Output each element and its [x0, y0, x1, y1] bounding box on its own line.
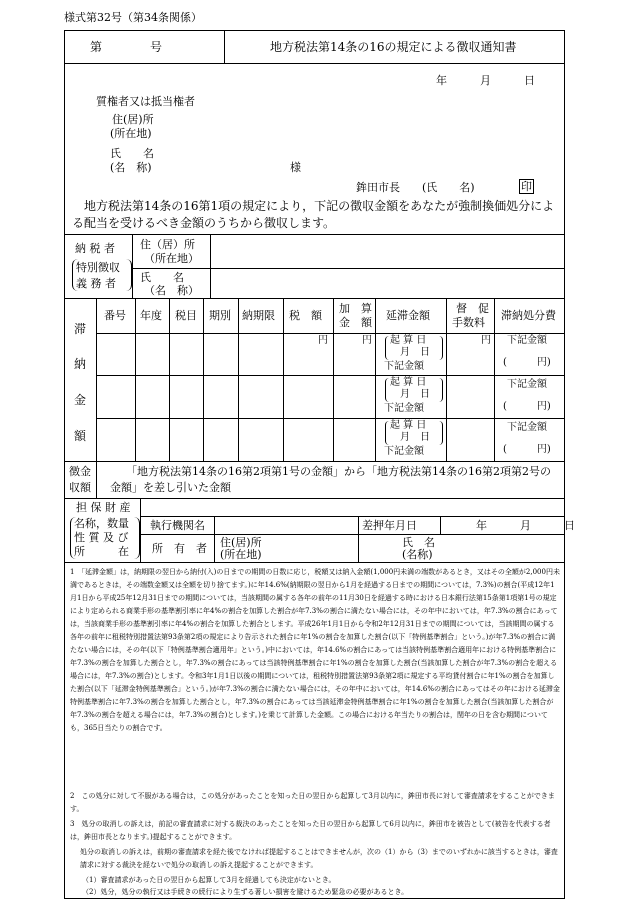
- issuer: 鉾田市長 (氏 名): [356, 181, 475, 194]
- divider: [224, 30, 225, 63]
- start-date-label: 起 算 日: [390, 335, 427, 346]
- note-2: 2 この処分に対して不服がある場合は，この処分があったことを知った日の翌日から起算して3月以内に，鉾田市長に対して審査請求をすることができます。: [70, 792, 555, 813]
- recipient-name-label: 氏 名: [110, 147, 154, 160]
- divider: [135, 298, 136, 461]
- col-header: 期別: [209, 309, 231, 322]
- collection-text2: 金額」を差し引いた金額: [110, 481, 231, 494]
- side-label-char: 金: [74, 393, 87, 407]
- notice-body: 地方税法第14条の16第1項の規定により，下記の徴収金額をあなたが強制換価処分による配当を受けるべき金額のうちから徴収します。: [72, 199, 555, 230]
- late-fee-note: 下記金額: [384, 446, 424, 457]
- divider: [210, 234, 211, 298]
- disposal-cost-note: 下記金額: [507, 379, 547, 390]
- col-header: 督 促: [456, 302, 489, 315]
- side-label-char: 納: [74, 357, 87, 371]
- col-header: 滞納処分費: [501, 309, 556, 322]
- collection-label2: 収額: [69, 481, 91, 494]
- unit-yen: 円: [481, 335, 491, 346]
- owner-address-label: 住(居)所: [220, 536, 262, 549]
- divider: [440, 516, 441, 534]
- form-id: 様式第32号（第34条関係）: [64, 11, 202, 24]
- recipient-address-sub: (所在地): [110, 127, 152, 140]
- collection-label: 徴金: [69, 465, 91, 478]
- taxpayer-name-sub: （名 称）: [144, 284, 199, 297]
- divider: [64, 562, 565, 563]
- taxpayer-name-label: 氏 名: [140, 271, 184, 284]
- special-collector-label: 特別徴収: [76, 261, 120, 274]
- note-3-detail: 処分の取消しの訴えは，前期の審査請求を経た後でなければ提起することはできませんが，次の（1）から（3）までのいずれかに該当するときは，審査請求に対する裁決を経ないで処分の取消しの訴え提起することができます。: [80, 848, 558, 869]
- start-date-label: 起 算 日: [390, 377, 427, 388]
- col-header: 年度: [140, 309, 162, 322]
- divider: [96, 461, 97, 498]
- taxpayer-address-label: 住（居）所: [140, 238, 195, 251]
- note-3-item2: （2）処分，処分の執行又は手続きの続行により生ずる著しい損害を避けるため緊急の必要があるとき。: [82, 888, 409, 896]
- seizure-date-label: 差押年月日: [362, 519, 417, 532]
- divider: [132, 234, 133, 298]
- collateral-desc-label2: 性 質 及 び: [74, 531, 129, 544]
- divider: [64, 298, 565, 299]
- collateral-title: 担 保 財 産: [76, 501, 131, 514]
- issue-date: 年 月 日: [436, 74, 535, 87]
- start-date-label: 起 算 日: [390, 420, 427, 431]
- divider: [283, 298, 284, 461]
- late-fee-note: 下記金額: [384, 361, 424, 372]
- divider: [140, 534, 565, 535]
- disposal-cost-amount: ( 円): [503, 444, 551, 455]
- owner-label: 所 有 者: [152, 542, 207, 555]
- col-header: 番号: [104, 309, 126, 322]
- notice-number: 第 号: [90, 40, 163, 54]
- collateral-desc-label: 名称，数量: [74, 517, 129, 530]
- col-header: 加 算: [339, 302, 372, 315]
- divider: [64, 461, 565, 462]
- taxpayer-address-sub: （所在地）: [144, 252, 199, 265]
- page-title: 地方税法第14条の16の規定による徴収通知書: [270, 40, 517, 54]
- month-day-label: 月 日: [400, 389, 430, 400]
- divider: [214, 516, 215, 562]
- recipient-role: 質権者又は抵当権者: [96, 95, 195, 108]
- collateral-desc-label3: 所 在: [74, 545, 129, 558]
- unit-yen: 円: [318, 335, 328, 346]
- owner-name-sub: (名称): [402, 548, 433, 561]
- divider: [238, 298, 239, 461]
- collection-text: 「地方税法第14条の16第2項第1号の金額」から「地方税法第14条の16第2項第2号の: [126, 465, 551, 478]
- note-1: 1 「延滞金額」は，納期限の翌日から納付(入)の日までの期間の日数に応じ，税額又は納入金額(1,000円未満の端数があるとき，又はその全額が2,000円未満であるときは，その端数金額又は全額を切り捨てます。)に年14.6%(納期限の翌日から1月を経過する日までの期間については，7.3%)の割合(平成12年1月1日から平成25年12月31日までの期間については，当該期間の属する各年の前年の11月30日を経過する時における日本銀行法第15条第1項第1号の規定により定められる商業手形の基準割引率に年4%の割合を加算した割合が年7.3%の割合に満たない場合には，その年中においては，年7.3%の割合にあっては，当該商業手形の基準割引率に年4%の割合を加算した割合とします。平成26年1月1日から令和2年12月31日までの期間については，当該期間の属する各年の前年に租税特別措置法第93条第2項の規定により告示された割合に年1%の割合を加算した割合(以下「特例基準割合」という。)が年7.3%の割合に満たない場合には，その年(以下「特例基準割合適用年」という。)中においては，年14.6%の割合にあっては当該特例基準割合適用年における特例基準割合に年7.3%の割合を加算した割合とし，年7.3%の割合にあっては当該特例基準割合に年1%の割合を加算した割合(当該加算した割合が年7.3%の割合を超える場合には，年7.3%の割合)とします。令和3年1月1日以後の期間については，租税特別措置法第93条第2項に規定する平均貸付割合に年1%の割合を加算した割合(以下「延滞金特例基準割合」という。)が年7.3%の割合に満たない場合には，その年中においては，年14.6%の割合にあってはその年における延滞金特例基準割合に年7.3%の割合を加算した割合とし，年7.3%の割合にあっては当該延滞金特例基準割合に年1%の割合を加算した割合(当該加算した割合が年7.3%の割合を超える場合には，年7.3%の割合)とします。)を乗じて計算した金額。この場合における年当たりの割合は，閏年の日を含む期間についても，365日当たりの割合です。: [70, 568, 560, 732]
- disposal-cost-amount: ( 円): [503, 401, 551, 412]
- divider: [446, 298, 447, 461]
- col-header: 税目: [175, 309, 197, 322]
- note-3: 3 処分の取消しの訴えは，前記の審査請求に対する裁決のあったことを知った日の翌日から起算して6月以内に，鉾田市を被告として(被告を代表する者は，鉾田市長となります。)提起することができます。: [70, 820, 551, 841]
- side-label-char: 滞: [74, 322, 87, 336]
- divider: [375, 298, 376, 461]
- divider: [203, 298, 204, 461]
- late-fee-note: 下記金額: [384, 403, 424, 414]
- divider: [64, 234, 565, 235]
- owner-name-label: 氏 名: [402, 536, 435, 549]
- agency-label: 執行機関名: [150, 519, 205, 532]
- col-header: 延滞金額: [386, 309, 430, 322]
- honorific: 様: [290, 161, 301, 174]
- divider: [132, 268, 565, 269]
- owner-address-sub: (所在地): [220, 548, 262, 561]
- taxpayer-label: 納 税 者: [75, 242, 115, 255]
- divider: [494, 298, 495, 461]
- divider: [169, 298, 170, 461]
- recipient-address-label: 住(居)所: [112, 113, 154, 126]
- divider: [333, 298, 334, 461]
- month-day-label: 月 日: [400, 432, 430, 443]
- note-3-item1: （1）審査請求があった日の翌日から起算して3月を経過しても決定がないとき。: [82, 876, 336, 884]
- unit-yen: 円: [362, 335, 372, 346]
- divider: [96, 298, 97, 461]
- col-header: 納期限: [242, 309, 275, 322]
- recipient-name-sub: (名 称): [110, 161, 152, 174]
- disposal-cost-amount: ( 円): [503, 357, 551, 368]
- disposal-cost-note: 下記金額: [507, 422, 547, 433]
- month-day-label: 月 日: [400, 347, 430, 358]
- seizure-date: 年 月 日: [476, 519, 575, 532]
- divider: [358, 516, 359, 562]
- divider: [140, 498, 141, 562]
- col-header: 税 額: [289, 309, 322, 322]
- side-label-char: 額: [74, 429, 87, 443]
- col-header: 金 額: [339, 316, 372, 329]
- divider: [140, 516, 565, 517]
- divider: [64, 63, 565, 64]
- col-header: 手数料: [452, 316, 485, 329]
- seal-mark: 印: [521, 180, 532, 193]
- disposal-cost-note: 下記金額: [507, 335, 547, 346]
- special-collector-label2: 義 務 者: [76, 277, 116, 290]
